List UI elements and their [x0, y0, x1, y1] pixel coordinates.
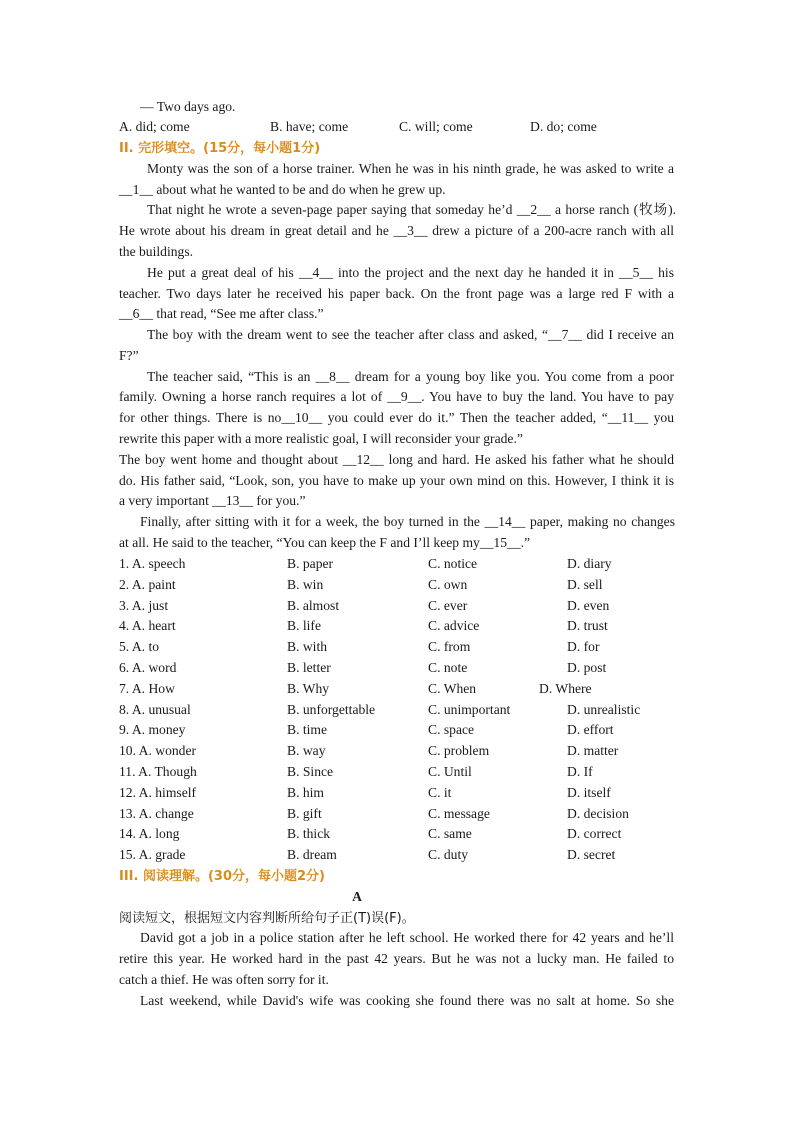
passage-line: Last weekend, while David's wife was cooking she found there was no salt at home. So she [140, 993, 674, 1008]
option-b: B. have; come [270, 119, 349, 134]
section-heading-cloze: II. 完形填空。(15分，每小题1分) [119, 141, 321, 156]
option-a: 8. A. unusual [119, 702, 191, 717]
option-b: B. almost [287, 598, 340, 613]
option-c: C. from [428, 639, 471, 654]
option-d: D. sell [567, 577, 603, 592]
option-row [119, 783, 679, 804]
option-b: B. with [287, 639, 328, 654]
option-a: 15. A. grade [119, 847, 186, 862]
option-c: C. note [428, 660, 468, 675]
option-b: B. him [287, 785, 325, 800]
option-b: B. time [287, 722, 328, 737]
option-d: D. for [567, 639, 600, 654]
passage-line: Monty was the son of a horse trainer. When he was in his ninth grade, he was asked to write a [147, 161, 674, 176]
option-a: 3. A. just [119, 598, 169, 613]
passage-line: for other things. There is no__10__ you could ever do it.” Then the teacher added, “__11__ you [119, 410, 674, 425]
passage-line: The boy went home and thought about __12__ long and hard. He asked his father what he should [119, 452, 674, 467]
option-d: D. trust [567, 618, 608, 633]
option-row [119, 679, 679, 700]
option-row [119, 762, 679, 783]
option-a: 5. A. to [119, 639, 160, 654]
option-row [119, 741, 679, 762]
option-d: D. If [567, 764, 593, 779]
option-a: 12. A. himself [119, 785, 197, 800]
option-a: 10. A. wonder [119, 743, 197, 758]
passage-line: __6__ that read, “See me after class.” [119, 306, 324, 321]
option-b: B. paper [287, 556, 334, 571]
option-row [119, 658, 679, 679]
option-c: C. same [428, 826, 472, 841]
option-a: 9. A. money [119, 722, 186, 737]
passage-line: the buildings. [119, 244, 194, 259]
passage-line: The teacher said, “This is an __8__ dream for a young boy like you. You come from a poor [147, 369, 674, 384]
option-c: C. problem [428, 743, 490, 758]
option-d: D. decision [567, 806, 629, 821]
option-a: 7. A. How [119, 681, 175, 696]
passage-line: The boy with the dream went to see the teacher after class and asked, “__7__ did I receive an [147, 327, 674, 342]
option-a: 2. A. paint [119, 577, 176, 592]
option-d: D. itself [567, 785, 611, 800]
option-c: C. notice [428, 556, 478, 571]
option-c: C. it [428, 785, 452, 800]
passage-line: Finally, after sitting with it for a week, the boy turned in the __14__ paper, making no changes [140, 514, 675, 529]
option-d: D. Where [539, 681, 592, 696]
option-row [119, 824, 679, 845]
option-c: C. space [428, 722, 475, 737]
option-c: C. Until [428, 764, 472, 779]
option-a: 13. A. change [119, 806, 194, 821]
passage-line: F?” [119, 348, 139, 363]
option-b: B. Since [287, 764, 334, 779]
option-a: 1. A. speech [119, 556, 186, 571]
option-row [119, 720, 679, 741]
option-c: C. own [428, 577, 468, 592]
option-b: B. dream [287, 847, 337, 862]
option-a: 11. A. Though [119, 764, 197, 779]
passage-line: rewrite this paper with a more realistic goal, I will reconsider your grade.” [119, 431, 523, 446]
part-title: A [352, 889, 362, 904]
option-c: C. will; come [399, 119, 473, 134]
option-row [119, 575, 679, 596]
option-row [119, 845, 679, 866]
passage-line: do. His father said, “Look, son, you have to make up your own mind on this. However, I think it is [119, 473, 674, 488]
option-b: B. life [287, 618, 321, 633]
passage-line: family. Owning a horse ranch requires a lot of __9__. You have to buy the land. You have to pay [119, 389, 674, 404]
option-b: B. way [287, 743, 326, 758]
passage-line: He put a great deal of his __4__ into the project and the next day he handed it in __5__ his [147, 265, 674, 280]
option-c: C. unimportant [428, 702, 511, 717]
option-row [119, 804, 679, 825]
option-c: C. duty [428, 847, 469, 862]
option-d: D. unrealistic [567, 702, 641, 717]
passage-line: He wrote about his dream in great detail and he __3__ drew a picture of a 200-acre ranch with all [119, 223, 674, 238]
passage-line: __1__ about what he wanted to be and do when he grew up. [119, 182, 446, 197]
option-row [119, 117, 679, 138]
option-d: D. post [567, 660, 607, 675]
option-b: B. letter [287, 660, 331, 675]
option-row [119, 616, 679, 637]
answer-line: — Two days ago. [140, 99, 236, 114]
passage-line: retire this year. He worked hard in the past 42 years. But he was not a lucky man. He failed to [119, 951, 674, 966]
option-b: B. Why [287, 681, 330, 696]
option-a: 6. A. word [119, 660, 177, 675]
option-b: B. gift [287, 806, 322, 821]
reading-instruction: 阅读短文，根据短文内容判断所给句子正(T)误(F)。 [119, 911, 415, 926]
option-row [119, 554, 679, 575]
option-a: 14. A. long [119, 826, 180, 841]
option-d: D. even [567, 598, 610, 613]
option-row [119, 700, 679, 721]
option-d: D. secret [567, 847, 616, 862]
passage-line: catch a thief. He was often sorry for it. [119, 972, 329, 987]
option-d: D. effort [567, 722, 614, 737]
passage-line: David got a job in a police station after he left school. He worked there for 42 years and he’ll [140, 930, 674, 945]
section-heading-reading: III. 阅读理解。(30分，每小题2分) [119, 869, 325, 884]
option-d: D. correct [567, 826, 622, 841]
option-c: C. ever [428, 598, 468, 613]
option-c: C. When [428, 681, 477, 696]
option-b: B. win [287, 577, 324, 592]
option-d: D. matter [567, 743, 619, 758]
option-d: D. do; come [530, 119, 597, 134]
option-b: B. unforgettable [287, 702, 376, 717]
option-a: 4. A. heart [119, 618, 176, 633]
option-c: C. message [428, 806, 490, 821]
option-row [119, 637, 679, 658]
option-d: D. diary [567, 556, 612, 571]
option-a: A. did; come [119, 119, 190, 134]
option-b: B. thick [287, 826, 331, 841]
passage-line: That night he wrote a seven-page paper saying that someday he’d __2__ a horse ranch (牧场). [147, 202, 676, 217]
option-row [119, 596, 679, 617]
passage-line: at all. He said to the teacher, “You can keep the F and I’ll keep my__15__.” [119, 535, 531, 550]
passage-line: teacher. Two days later he received his paper back. On the front page was a large red F with a [119, 286, 674, 301]
option-c: C. advice [428, 618, 480, 633]
passage-line: a very important __13__ for you.” [119, 493, 306, 508]
